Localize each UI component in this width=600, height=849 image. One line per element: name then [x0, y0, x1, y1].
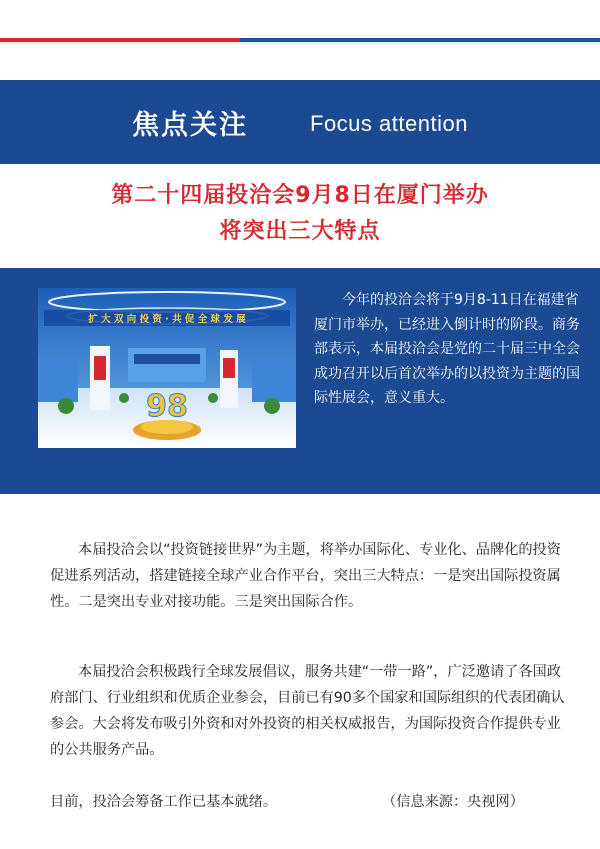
feature-paragraph: 今年的投洽会将于9月8-11日在福建省厦门市举办，已经进入倒计时的阶段。商务部表示，本届投洽会是党的二十届三中全会成功召开以后首次举办的以投资为主题的国际性展会，意义重大。 — [314, 292, 580, 406]
photo-banner-text: 扩 大 双 向 投 资 · 共 促 全 球 发 展 — [88, 314, 246, 325]
section-title-cn: 焦点关注 — [132, 110, 248, 141]
top-decorative-stripe — [0, 38, 600, 46]
headline-line1: 第二十四届投洽会9月8日在厦门举办 — [111, 183, 489, 208]
body-closing-line: 目前，投洽会筹备工作已基本就绪。 — [50, 794, 278, 810]
source-credit: （信息来源：央视网） — [382, 794, 524, 810]
headline-line2: 将突出三大特点 — [219, 219, 381, 244]
section-header-band — [0, 80, 600, 164]
exhibition-hall-illustration — [38, 288, 296, 448]
section-title-en: Focus attention — [310, 111, 468, 136]
body-paragraph-1: 本届投洽会以“投资链接世界”为主题，将举办国际化、专业化、品牌化的投资促进系列活动，搭建链接全球产业合作平台，突出三大特点：一是突出国际投资属性。二是突出专业对接功能。三是突出国际合作。 — [50, 542, 561, 610]
body-paragraph-2: 本届投洽会积极践行全球发展倡议，服务共建“一带一路”，广泛邀请了各国政府部门、行业组织和优质企业参会，目前已有90多个国家和国际组织的代表团确认参会。大会将发布吸引外资和对外投资的相关权威报告，为国际投资合作提供专业的公共服务产品。 — [50, 664, 565, 758]
photo-logo-text: 98 — [146, 389, 188, 424]
stripe-light — [0, 42, 600, 44]
exhibition-hall-photo — [38, 288, 296, 448]
